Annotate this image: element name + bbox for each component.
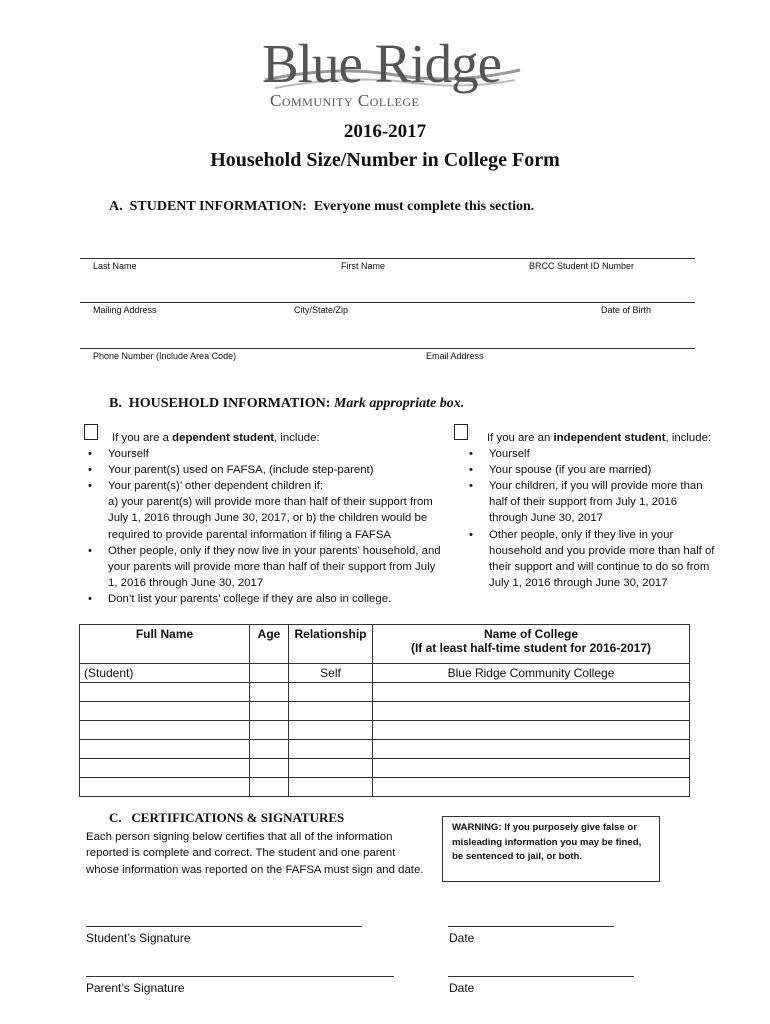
list-item: required to provide parental information if filing a FAFSA bbox=[108, 528, 392, 541]
cell-age[interactable] bbox=[250, 778, 289, 797]
parent-date-line[interactable] bbox=[448, 976, 634, 977]
list-item: household and you provide more than half of bbox=[489, 544, 715, 557]
list-item: • Your children, if you will provide more than bbox=[465, 478, 765, 494]
cell-relationship[interactable]: Self bbox=[289, 664, 373, 683]
list-item: • Other people, only if they live in your bbox=[465, 527, 765, 543]
cell-college[interactable]: Blue Ridge Community College bbox=[373, 664, 690, 683]
cert-line: Each person signing below certifies that all of the information bbox=[86, 831, 393, 843]
cert-line: whose information was reported on the FAFSA must sign and date. bbox=[86, 863, 424, 876]
cell-age[interactable] bbox=[250, 664, 289, 683]
parent-signature-line[interactable] bbox=[86, 976, 394, 977]
student-date-line[interactable] bbox=[448, 926, 614, 927]
independent-intro-post: , include: bbox=[665, 432, 712, 444]
cell-name[interactable] bbox=[80, 740, 250, 759]
list-item: • Yourself bbox=[465, 446, 765, 462]
list-item: 1, 2016 through June 30, 2017 bbox=[108, 576, 264, 589]
dependent-column bbox=[88, 430, 458, 607]
cell-relationship[interactable] bbox=[289, 740, 373, 759]
cell-name[interactable] bbox=[80, 702, 250, 721]
parent-signature-label: Parent’s Signature bbox=[86, 981, 185, 995]
cell-relationship[interactable] bbox=[289, 721, 373, 740]
section-b-heading-emphasis: Mark appropriate box. bbox=[333, 396, 465, 411]
dependent-intro-bold: dependent student bbox=[172, 432, 275, 444]
logo-wordmark: Blue Ridge bbox=[262, 33, 502, 94]
cell-college[interactable] bbox=[373, 759, 690, 778]
student-date-label: Date bbox=[449, 931, 475, 945]
student-id-label: BRCC Student ID Number bbox=[529, 261, 635, 271]
mailing-address-label: Mailing Address bbox=[93, 305, 157, 315]
field-line-row3 bbox=[80, 348, 695, 349]
cell-college[interactable] bbox=[373, 740, 690, 759]
cell-relationship[interactable] bbox=[289, 759, 373, 778]
list-item: July 1, 2016 through June 30, 2017, or b) the children would be bbox=[108, 512, 428, 525]
parent-date-label: Date bbox=[449, 981, 475, 995]
dependent-intro-post: , include: bbox=[274, 432, 320, 444]
independent-intro bbox=[465, 430, 765, 446]
cert-line: reported is complete and correct. The student and one parent bbox=[86, 847, 396, 860]
header-full-name: Full Name bbox=[80, 625, 250, 664]
warning-line: be sentenced to jail, or both. bbox=[452, 851, 583, 863]
cell-age[interactable] bbox=[250, 683, 289, 702]
list-item: • Your parent(s) used on FAFSA, (include step-parent) bbox=[84, 462, 458, 478]
city-state-zip-label: City/State/Zip bbox=[294, 305, 349, 315]
list-item: • Your spouse (if you are married) bbox=[465, 462, 765, 478]
table-row bbox=[80, 664, 690, 683]
section-c-heading: C. CERTIFICATIONS & SIGNATURES bbox=[109, 810, 345, 825]
section-b-heading-text: B. HOUSEHOLD INFORMATION: bbox=[109, 396, 331, 411]
field-line-row2 bbox=[80, 302, 695, 303]
warning-box bbox=[442, 816, 660, 882]
cell-name[interactable] bbox=[80, 759, 250, 778]
independent-intro-bold: independent student bbox=[553, 432, 666, 444]
table-row bbox=[80, 778, 690, 797]
cell-college[interactable] bbox=[373, 683, 690, 702]
independent-list bbox=[465, 446, 765, 591]
table-row bbox=[80, 683, 690, 702]
cell-relationship[interactable] bbox=[289, 702, 373, 721]
cell-name[interactable] bbox=[80, 721, 250, 740]
form-year: 2016-2017 bbox=[343, 121, 427, 142]
dependent-intro bbox=[88, 430, 458, 446]
cell-age[interactable] bbox=[250, 702, 289, 721]
independent-column bbox=[465, 430, 765, 591]
warning-line: WARNING: If you purposely give false or bbox=[452, 822, 637, 833]
header-name-of-college bbox=[373, 625, 690, 664]
list-item: • Other people, only if they now live in your parents’ household, and bbox=[84, 543, 458, 559]
independent-intro-pre: If you are an bbox=[487, 432, 554, 444]
cell-relationship[interactable] bbox=[289, 683, 373, 702]
household-table bbox=[79, 624, 690, 797]
table-row bbox=[80, 721, 690, 740]
dependent-list bbox=[84, 446, 458, 607]
header-college-line2: (If at least half-time student for 2016-2017) bbox=[410, 641, 652, 655]
certification-text bbox=[86, 829, 446, 878]
cell-name[interactable] bbox=[80, 683, 250, 702]
list-item: their support and will continue to do so from bbox=[489, 560, 710, 573]
list-item: through June 30, 2017 bbox=[489, 512, 604, 525]
header-college-line1: Name of College bbox=[483, 627, 579, 641]
list-item: your parents will provide more than half of their support from July bbox=[108, 560, 436, 573]
list-item: • Don’t list your parents’ college if they are also in college. bbox=[84, 591, 458, 607]
date-of-birth-label: Date of Birth bbox=[601, 305, 652, 315]
cell-college[interactable] bbox=[373, 721, 690, 740]
cell-age[interactable] bbox=[250, 740, 289, 759]
form-title: Household Size/Number in College Form bbox=[210, 149, 560, 171]
list-item: a) your parent(s) will provide more than half of their support from bbox=[108, 496, 433, 509]
first-name-label: First Name bbox=[341, 261, 386, 271]
phone-label: Phone Number (Include Area Code) bbox=[93, 351, 237, 361]
field-line-row1 bbox=[80, 258, 695, 259]
cell-college[interactable] bbox=[373, 702, 690, 721]
section-a-heading: A. STUDENT INFORMATION: Everyone must complete this section. bbox=[109, 199, 535, 214]
header-age: Age bbox=[250, 625, 289, 664]
cell-relationship[interactable] bbox=[289, 778, 373, 797]
dependent-intro-pre: If you are a bbox=[112, 432, 173, 444]
list-item: • Yourself bbox=[84, 446, 458, 462]
list-item: July 1, 2016 through June 30, 2017 bbox=[489, 576, 668, 589]
table-row bbox=[80, 759, 690, 778]
email-label: Email Address bbox=[426, 351, 484, 361]
cell-age[interactable] bbox=[250, 721, 289, 740]
table-row bbox=[80, 702, 690, 721]
cell-college[interactable] bbox=[373, 778, 690, 797]
cell-name[interactable]: (Student) bbox=[80, 664, 250, 683]
student-signature-label: Student’s Signature bbox=[86, 931, 191, 945]
table-header-row bbox=[80, 625, 690, 664]
logo-subtitle: Community College bbox=[270, 91, 420, 110]
section-b-heading bbox=[109, 396, 464, 412]
header-relationship: Relationship bbox=[289, 625, 373, 664]
list-item: • Your parent(s)’ other dependent children if: bbox=[84, 478, 458, 494]
last-name-label: Last Name bbox=[93, 261, 137, 271]
cell-age[interactable] bbox=[250, 759, 289, 778]
list-item: half of their support from July 1, 2016 bbox=[489, 496, 678, 509]
student-signature-line[interactable] bbox=[86, 926, 362, 927]
cell-name[interactable] bbox=[80, 778, 250, 797]
table-row bbox=[80, 740, 690, 759]
warning-line: misleading information you may be fined, bbox=[452, 836, 642, 848]
